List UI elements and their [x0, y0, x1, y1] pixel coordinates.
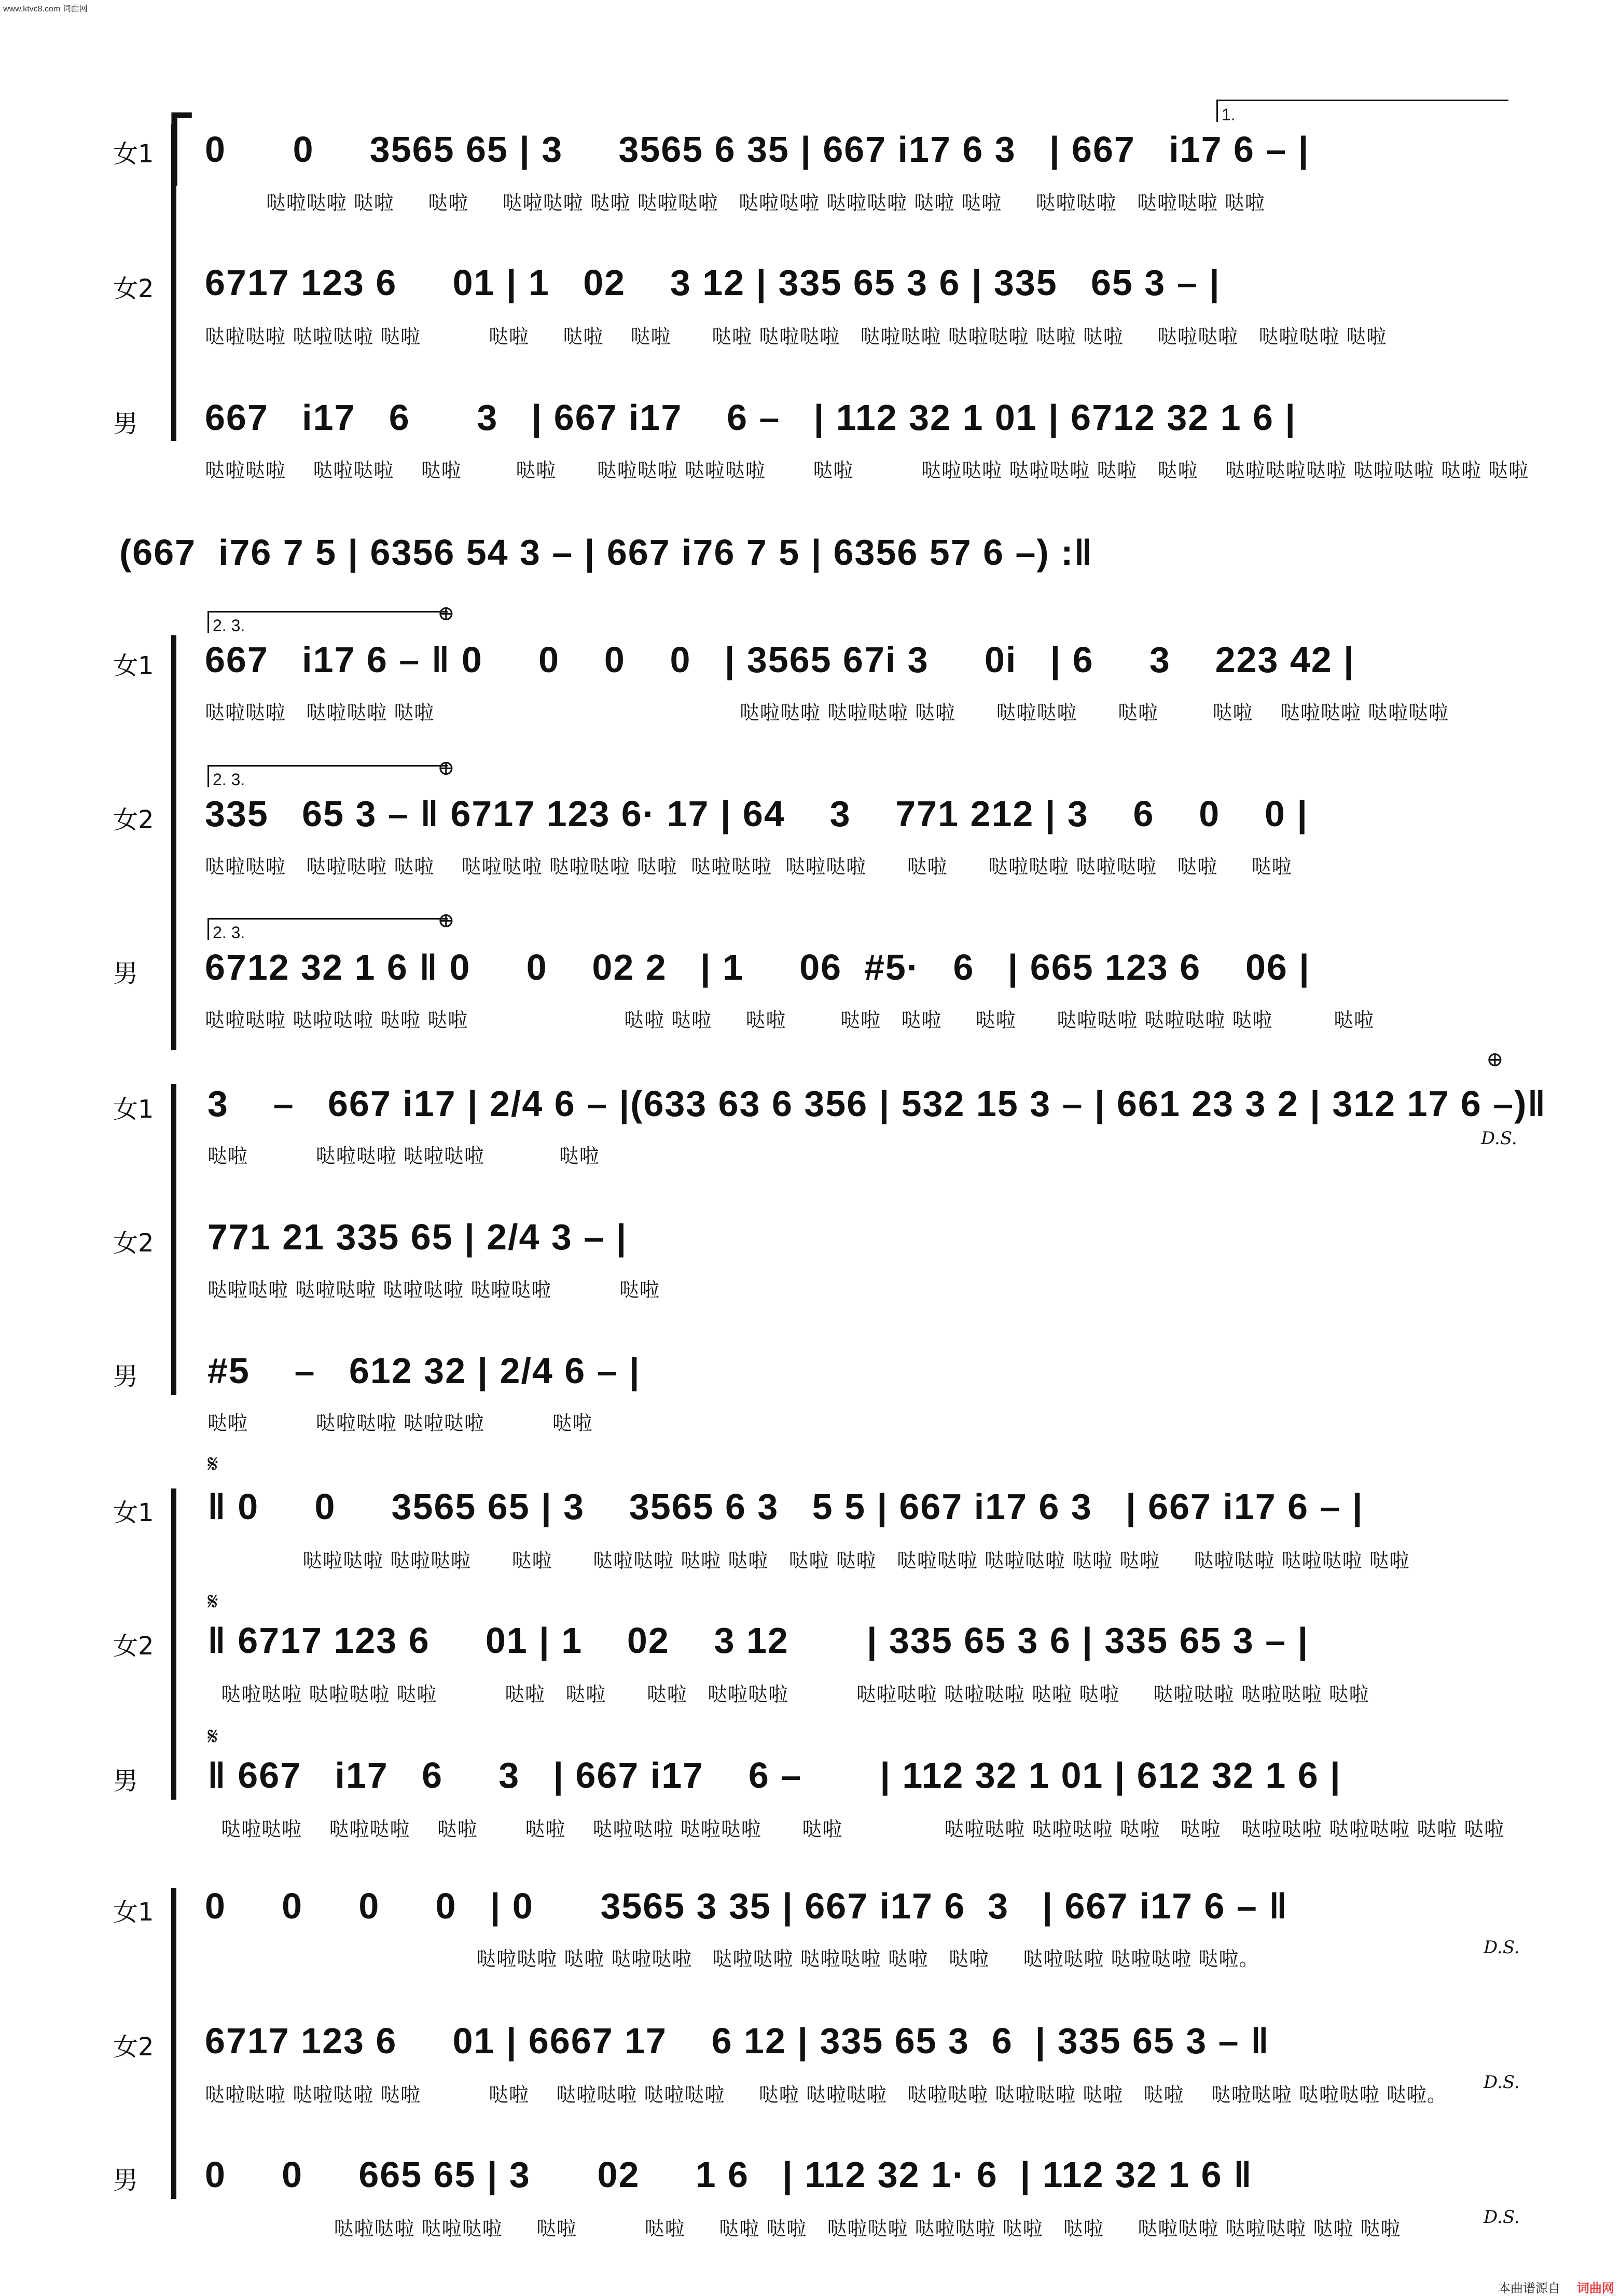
lyrics-row: 哒啦 哒啦哒啦 哒啦哒啦 哒啦 [207, 1145, 600, 1167]
notes-row: #5 – 612 32 | 2/4 6 – | [207, 1351, 641, 1391]
coda-mark: ⊕ [437, 602, 455, 625]
part-label-m: 男 [113, 1766, 138, 1796]
lyrics-row: 哒啦哒啦 哒啦哒啦 哒啦 哒啦哒啦 哒啦 哒啦 哒啦 哒啦 哒啦哒啦 哒啦哒啦 哒啦 哒啦 哒啦哒啦 哒啦哒啦 哒啦 [207, 1549, 1410, 1572]
segno-mark: 𝄋 [207, 1722, 218, 1751]
lyrics-row: 哒啦哒啦 哒啦哒啦 哒啦 哒啦 哒啦 哒啦 哒啦哒啦 哒啦哒啦 哒啦哒啦 哒啦 哒啦 哒啦哒啦 哒啦哒啦 哒啦 [207, 1683, 1369, 1706]
notes-row: ‖ 667 i17 6 3 | 667 i17 6 – | 112 32 1 01 | 612 32 1 6 | [207, 1755, 1341, 1796]
volta-bracket [1216, 100, 1508, 122]
ds-mark: D.S. [1484, 2207, 1520, 2228]
volta-label: 2. 3. [213, 616, 245, 635]
lyrics-row: 哒啦哒啦 哒啦哒啦 哒啦 哒啦 哒啦哒啦 哒啦哒啦 哒啦 哒啦哒啦 哒啦哒啦 哒啦哒啦 哒啦 哒啦 哒啦哒啦 哒啦哒啦 哒啦。 [205, 2083, 1447, 2106]
notes-row: 6712 32 1 6 ‖ 0 0 02 2 | 1 06 #5· 6 | 665 123 6 06 | [205, 947, 1310, 987]
lyrics-row: 哒啦哒啦 哒啦哒啦 哒啦 哒啦 哒啦 哒啦 哒啦 哒啦 哒啦 哒啦 哒啦哒啦 哒啦哒啦 哒啦 哒啦 [205, 1009, 1375, 1032]
part-label-f1: 女1 [113, 1095, 154, 1124]
part-label-m: 男 [113, 959, 138, 988]
coda-mark: ⊕ [437, 756, 455, 780]
lyrics-row: 哒啦哒啦 哒啦哒啦 哒啦 哒啦 哒啦哒啦 哒啦哒啦 哒啦 哒啦哒啦 哒啦哒啦 哒啦 哒啦 哒啦哒啦 哒啦哒啦 哒啦 哒啦 [207, 1818, 1505, 1841]
part-label-f1: 女1 [113, 651, 154, 680]
lyrics-row: 哒啦哒啦 哒啦哒啦 哒啦 哒啦 哒啦 哒啦 哒啦哒啦 哒啦哒啦 哒啦 哒啦 哒啦哒啦 哒啦哒啦 哒啦 哒啦 [205, 2217, 1401, 2240]
notes-row: ‖ 0 0 3565 65 | 3 3565 6 3 5 5 | 667 i17 6 3 | 667 i17 6 – | [207, 1486, 1364, 1527]
volta-label: 1. [1222, 105, 1236, 124]
part-label-m: 男 [113, 409, 138, 438]
notes-row: 3 – 667 i17 | 2/4 6 – |(633 63 6 356 | 532 15 3 – | 661 23 3 2 | 312 17 6 –)‖ [207, 1083, 1547, 1124]
part-label-f1: 女1 [113, 140, 154, 169]
lyrics-row: 哒啦 哒啦哒啦 哒啦哒啦 哒啦 [207, 1412, 593, 1435]
lyrics-row: 哒啦哒啦 哒啦哒啦 哒啦 哒啦 哒啦哒啦 哒啦哒啦 哒啦 哒啦哒啦 哒啦哒啦 哒啦 哒啦 哒啦哒啦哒啦 哒啦哒啦 哒啦 哒啦 [205, 459, 1529, 482]
interlude-row: (667 i76 7 5 | 6356 54 3 – | 667 i76 7 5 | 6356 57 6 –) :‖ [119, 532, 1093, 573]
part-label-f2: 女2 [113, 1632, 154, 1661]
system-bracket [171, 1084, 176, 1395]
lyrics-row: 哒啦哒啦 哒啦哒啦 哒啦 哒啦 哒啦 哒啦 哒啦 哒啦哒啦 哒啦哒啦 哒啦哒啦 哒啦 哒啦 哒啦哒啦 哒啦哒啦 哒啦 [205, 325, 1387, 348]
notes-row: 6717 123 6 01 | 1 02 3 12 | 335 65 3 6 | 335 65 3 – | [205, 262, 1221, 303]
part-label-f2: 女2 [113, 2033, 154, 2062]
system-bracket [171, 635, 176, 1050]
notes-row: 771 21 335 65 | 2/4 3 – | [207, 1217, 628, 1257]
part-label-f1: 女1 [113, 1498, 154, 1527]
segno-mark: 𝄋 [207, 1587, 218, 1616]
volta-label: 2. 3. [213, 923, 245, 942]
segno-mark: 𝄋 [207, 1450, 218, 1479]
part-label-m: 男 [113, 1362, 138, 1391]
lyrics-row: 哒啦哒啦 哒啦哒啦 哒啦 哒啦哒啦 哒啦哒啦 哒啦 哒啦哒啦 哒啦哒啦 哒啦 哒啦哒啦 哒啦哒啦 哒啦 哒啦 [205, 855, 1292, 878]
part-label-f2: 女2 [113, 805, 154, 834]
footer-site-logo: 词曲网 [1577, 2281, 1614, 2295]
coda-mark: ⊕ [437, 909, 455, 933]
lyrics-row: 哒啦哒啦 哒啦哒啦 哒啦哒啦 哒啦哒啦 哒啦 [207, 1278, 660, 1301]
notes-row: 667 i17 6 3 | 667 i17 6 – | 112 32 1 01 | 6712 32 1 6 | [205, 397, 1296, 438]
ds-mark: D.S. [1481, 1128, 1517, 1149]
volta-label: 2. 3. [213, 770, 245, 789]
ds-mark: D.S. [1484, 2072, 1520, 2093]
lyrics-row: 哒啦哒啦 哒啦 哒啦 哒啦哒啦 哒啦 哒啦哒啦 哒啦哒啦 哒啦哒啦 哒啦 哒啦 哒啦哒啦 哒啦哒啦 哒啦 [205, 191, 1265, 214]
notes-row: 0 0 665 65 | 3 02 1 6 | 112 32 1· 6 | 112 32 1 6 ‖ [205, 2154, 1253, 2195]
system-bracket [171, 1888, 176, 2199]
notes-row: 335 65 3 – ‖ 6717 123 6· 17 | 64 3 771 212 | 3 6 0 0 | [205, 794, 1308, 834]
lyrics-row: 哒啦哒啦 哒啦 哒啦哒啦 哒啦哒啦 哒啦哒啦 哒啦 哒啦 哒啦哒啦 哒啦哒啦 哒啦。 [205, 1947, 1259, 1970]
notes-row: 6717 123 6 01 | 6667 17 6 12 | 335 65 3 6 | 335 65 3 – ‖ [205, 2021, 1270, 2061]
coda-mark: ⊕ [1486, 1048, 1504, 1072]
notes-row: 667 i17 6 – ‖ 0 0 0 0 | 3565 67i 3 0i | 6 3 223 42 | [205, 639, 1355, 680]
part-label-m: 男 [113, 2166, 138, 2195]
notes-row: ‖ 6717 123 6 01 | 1 02 3 12 | 335 65 3 6 | 335 65 3 – | [207, 1620, 1309, 1661]
part-label-f1: 女1 [113, 1898, 154, 1927]
brace-f1: ⎡ [166, 113, 197, 185]
notes-row: 0 0 0 0 | 0 3565 3 35 | 667 i17 6 3 | 667 i17 6 – ‖ [205, 1886, 1289, 1926]
part-label-f2: 女2 [113, 1229, 154, 1258]
notes-row: 0 0 3565 65 | 3 3565 6 35 | 667 i17 6 3 | 667 i17 6 – | [205, 129, 1310, 170]
system-bracket [171, 1488, 176, 1800]
ds-mark: D.S. [1484, 1937, 1520, 1958]
part-label-f2: 女2 [113, 274, 154, 303]
lyrics-row: 哒啦哒啦 哒啦哒啦 哒啦 哒啦哒啦 哒啦哒啦 哒啦 哒啦哒啦 哒啦 哒啦 哒啦哒啦 哒啦哒啦 [205, 701, 1449, 724]
site-header: www.ktvc8.com 词曲网 [3, 5, 88, 13]
footer-source: 本曲谱源自 [1498, 2281, 1560, 2295]
